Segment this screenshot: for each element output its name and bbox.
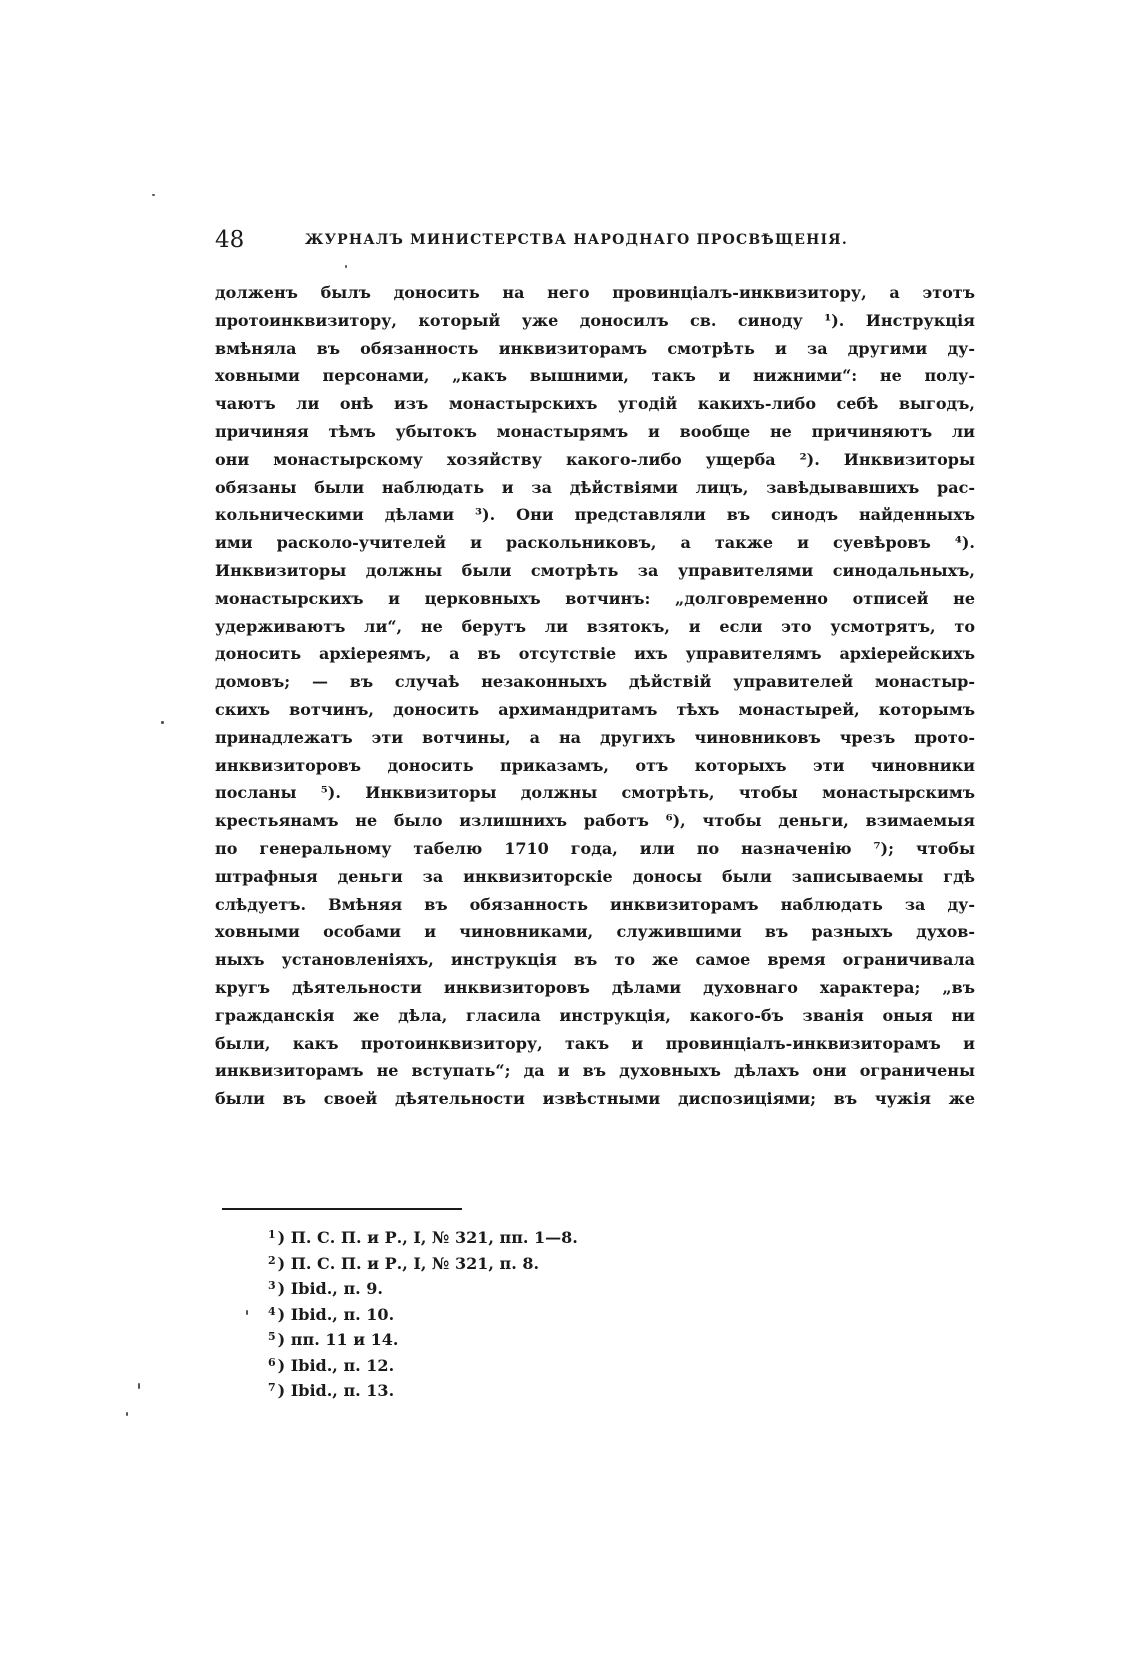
text-line: протоинквизитору, который уже доносилъ св. синоду ¹). Инструкція [215,310,975,330]
text-line: чаютъ ли онѣ изъ монастырскихъ угодій какихъ-либо себѣ выгодъ, [215,394,975,414]
text-line: монастырскихъ и церковныхъ вотчинъ: „долговременно отписей не [215,588,975,608]
text-line: удерживаютъ ли“, не берутъ ли взятокъ, и если это усмотрятъ, то [215,616,975,636]
footnote-mark: 7 [268,1381,276,1394]
text-line: кругъ дѣятельности инквизиторовъ дѣлами духовнаго характера; „въ [215,977,975,997]
footnote-separator [222,1208,462,1210]
footnote-mark: 3 [268,1279,276,1292]
text-line: принадлежатъ эти вотчины, а на другихъ чиновниковъ чрезъ прото- [215,727,975,747]
footnote-mark: 4 [268,1304,276,1318]
footnote [268,1222,768,1248]
footnote [268,1324,768,1350]
scan-speck [246,1310,248,1315]
scan-speck [152,194,155,196]
footnote-mark: 2 [268,1253,276,1267]
text-line: посланы ⁵). Инквизиторы должны смотрѣть, чтобы монастырскимъ [215,783,975,803]
footnote-text: ) пп. 11 и 14. [277,1330,399,1349]
scan-speck [161,721,164,724]
page-header [215,227,975,257]
footnote-text: ) Ibid., п. 13. [277,1381,395,1400]
footnote [268,1299,768,1325]
footnote-text: ) Ibid., п. 12. [277,1355,395,1375]
footnotes [268,1222,768,1401]
text-line: кольническими дѣлами ³). Они представляли въ синодъ найденныхъ [215,505,975,525]
text-line: они монастырскому хозяйству какого-либо ущерба ²). Инквизиторы [215,449,975,469]
footnote-mark: 5 [268,1330,276,1343]
footnote [268,1375,768,1401]
text-line: слѣдуетъ. Вмѣняя въ обязанность инквизиторамъ наблюдать за ду- [215,894,975,914]
page-number: 48 [215,227,245,253]
text-line: ныхъ установленіяхъ, инструкція въ то же самое время ограничивала [215,950,975,970]
footnote-text: ) П. С. П. и Р., I, № 321, пп. 1—8. [277,1228,578,1247]
text-line: ховными персонами, „какъ вышними, такъ и нижними“: не полу- [215,366,975,386]
text-line: долженъ былъ доносить на него провинціалъ-инквизитору, а этотъ [215,283,975,302]
footnote-mark: 1 [268,1228,276,1241]
body-text [215,279,975,1113]
text-line: гражданскія же дѣла, гласила инструкція, какого-бъ званія оныя ни [215,1005,975,1025]
footnote [268,1273,768,1299]
footnote-mark: 6 [268,1355,276,1369]
text-line: домовъ; — въ случаѣ незаконныхъ дѣйствій управителей монастыр- [215,672,975,692]
footnote-text: ) П. С. П. и Р., I, № 321, п. 8. [277,1253,540,1273]
footnote [268,1248,768,1274]
footnote-text: ) Ibid., п. 9. [277,1279,383,1298]
scan-speck [126,1412,128,1416]
text-line: штрафныя деньги за инквизиторскіе доносы были записываемы гдѣ [215,866,975,886]
text-line: ими расколо-учителей и раскольниковъ, а также и суевѣровъ ⁴). [215,533,975,553]
scan-speck [345,265,347,268]
scan-speck [138,1383,140,1389]
text-line: Инквизиторы должны были смотрѣть за управителями синодальныхъ, [215,560,975,580]
footnote [268,1350,768,1376]
text-line: были, какъ протоинквизитору, такъ и провинціалъ-инквизиторамъ и [215,1033,975,1053]
text-line: инквизиторамъ не вступать“; да и въ духовныхъ дѣлахъ они ограничены [215,1061,975,1081]
text-line: ховными особами и чиновниками, служившими въ разныхъ духов- [215,922,975,942]
running-title: ЖУРНАЛЪ МИНИСТЕРСТВА НАРОДНАГО ПРОСВѢЩЕНІЯ. [305,232,848,248]
text-line: скихъ вотчинъ, доносить архимандритамъ тѣхъ монастырей, которымъ [215,699,975,719]
footnote-text: ) Ibid., п. 10. [277,1304,395,1324]
text-line: доносить архіереямъ, а въ отсутствіе ихъ управителямъ архіерейскихъ [215,644,975,664]
text-line: обязаны были наблюдать и за дѣйствіями лицъ, завѣдывавшихъ рас- [215,477,975,497]
text-line: по генеральному табелю 1710 года, или по назначенію ⁷); чтобы [215,838,975,858]
text-line: инквизиторовъ доносить приказамъ, отъ которыхъ эти чиновники [215,755,975,775]
text-line: крестьянамъ не было излишнихъ работъ ⁶), чтобы деньги, взимаемыя [215,811,975,831]
text-line: вмѣняла въ обязанность инквизиторамъ смотрѣть и за другими ду- [215,338,975,358]
text-line: причиняя тѣмъ убытокъ монастырямъ и вообще не причиняютъ ли [215,421,975,441]
text-line: были въ своей дѣятельности извѣстными диспозиціями; въ чужія же [215,1089,975,1109]
